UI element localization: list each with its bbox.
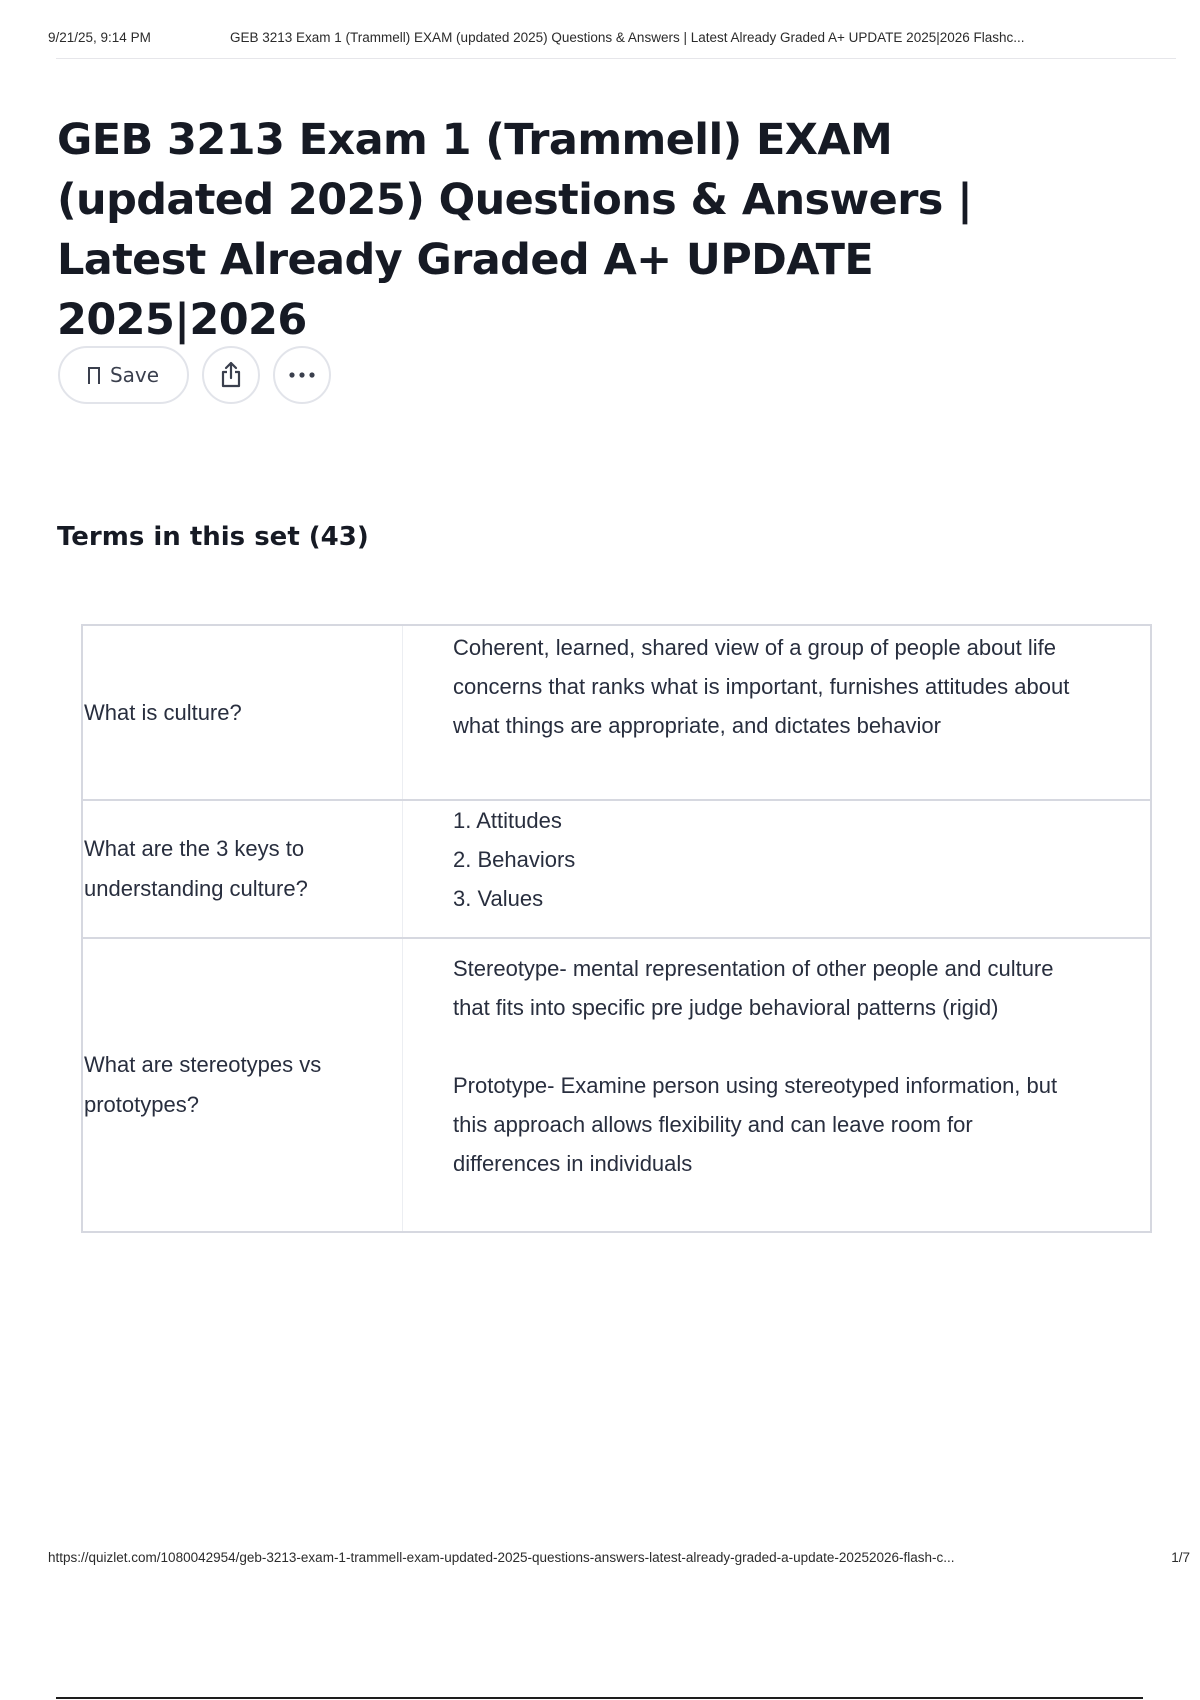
definition-text: 1. Attitudes 2. Behaviors 3. Values [453, 808, 576, 911]
share-icon [218, 361, 244, 389]
action-toolbar [58, 346, 331, 404]
save-button-label: Save [109, 363, 160, 387]
terms-table [81, 624, 1152, 1233]
definition-text: Stereotype- mental representation of other people and culture that fits into specific pre judge behavioral patterns (rigid) Prototype- Examine person using stereotyped information, but this approach allows flexibility and can leave room for differences in individuals [453, 956, 1058, 1176]
print-header [48, 30, 1186, 45]
term-card [83, 939, 1150, 1231]
terms-heading: Terms in this set (43) [57, 522, 369, 552]
print-doc-title: GEB 3213 Exam 1 (Trammell) EXAM (updated 2025) Questions & Answers | Latest Already Graded A+ UPDATE 2025|2026 Flashc... [230, 30, 1025, 45]
term-card [83, 626, 1150, 801]
more-options-button[interactable] [273, 346, 331, 404]
print-footer [48, 1550, 1190, 1565]
print-date: 9/21/25, 9:14 PM [48, 30, 151, 45]
term-text: What are stereotypes vs prototypes? [83, 939, 403, 1231]
page-number: 1/7 [1171, 1550, 1190, 1565]
share-button[interactable] [202, 346, 260, 404]
page-title: GEB 3213 Exam 1 (Trammell) EXAM (updated 2025) Questions & Answers | Latest Already Graded A+ UPDATE 2025|2026 [57, 115, 973, 345]
save-button[interactable] [58, 346, 189, 404]
page-bottom-rule [56, 1697, 1143, 1699]
more-icon [288, 371, 316, 379]
term-text: What are the 3 keys to understanding culture? [83, 801, 403, 937]
term-text: What is culture? [83, 626, 403, 799]
header-divider [56, 58, 1176, 59]
print-url: https://quizlet.com/1080042954/geb-3213-exam-1-trammell-exam-updated-2025-questions-answers-latest-already-graded-a-update-20252026-flash-c... [48, 1550, 955, 1565]
definition-text: Coherent, learned, shared view of a group of people about life concerns that ranks what is important, furnishes attitudes about what things are appropriate, and dictates behavior [453, 635, 1070, 738]
term-card [83, 801, 1150, 939]
bookmark-icon [88, 367, 100, 384]
